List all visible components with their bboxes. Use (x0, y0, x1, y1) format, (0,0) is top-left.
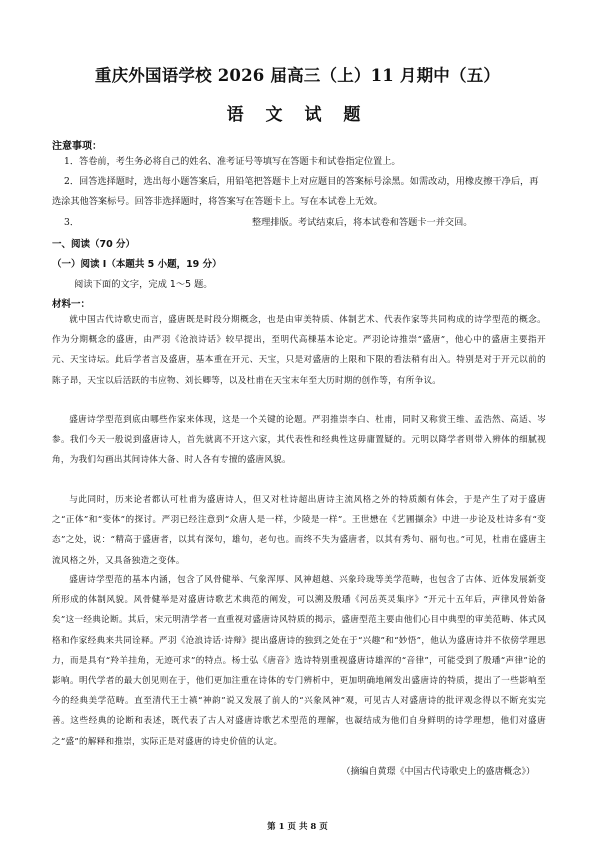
paragraph-1: 就中国古代诗歌史而言，盛唐既是时段分期概念，也是由审美特质、体制艺术、代表作家等共同构成的诗学型范的概念。作为分期概念的盛唐，由严羽《沧浪诗话》较早提出，至明代高棅基本论定。严羽论诗推崇“盛唐”，他心中的盛唐主要指开元、天宝诗坛。此后学者言及盛唐，基本重在开元、天宝，只是对盛唐的上限和下限的看法稍有出入。特别是对于开元以前的陈子昂，天宝以后活跃的韦应物、刘长卿等，以及杜甫在天宝末年至大历时期的创作等，有所争议。 (52, 315, 546, 386)
part-one-heading: 一、阅读（70 分） (52, 239, 136, 250)
exam-title: 重庆外国语学校 2026 届高三（上）11 月期中（五） (94, 66, 501, 85)
paragraph-3: 与此同时，历来论者都认可杜甫为盛唐诗人，但又对杜诗超出唐诗主流风格之外的特质颇有体会，于是产生了对于盛唐之“正体”和“变体”的探讨。严羽已经注意到“众唐人是一样，少陵是一样”。王世懋在《艺圃撷余》中进一步论及杜诗多有“变态”之处，说：“精高于盛唐者，以其有深句，雄句，老句也。而终不失为盛唐者，以其有秀句、丽句也。”可见，杜甫在盛唐主流风格之外，又具备独造之变体。 (52, 495, 546, 566)
reading-one-heading: （一）阅读 I（本题共 5 小题，19 分） (52, 259, 222, 270)
paragraph-4: 盛唐诗学型范的基本内涵，包含了风骨健举、气象浑厚、风神超越、兴象玲珑等美学范畴，也包含了古体、近体发展新变所形成的体制风貌。风骨健举是对盛唐诗歌艺术典范的阐发，可以溯及殷璠《河岳英灵集序》“开元十五年后，声律风骨始备矣”这一经典论断。其后，宋元明清学者一直重视对盛唐诗风特质的揭示，盛唐型范主要由他们心目中典型的审美范畴、体式风格和作家经典来共同诠释。严羽《沧浪诗话·诗辩》提出盛唐诗的独到之处在于“兴趣”和“妙悟”，他认为盛唐诗并不依傍学理思力，而是具有“羚羊挂角，无迹可求”的特点。杨士弘《唐音》选诗特别重视盛唐诗雄浑的“音律”，可能受到了殷璠“声律”论的影响。明代学者的最大创见则在于，他们更加注重在诗体的专门辨析中，更加明确地阐发出盛唐诗的特质，提出了一些影响至今的经典美学范畴。直至清代王士禛“神韵”说又发展了前人的“兴象风神”观，可见古人对盛唐诗的批评观念得以不断充实完善。这些经典的论断和表述，既代表了古人对盛唐诗歌艺术型范的理解，也凝结成为他们自身鲜明的诗学理想，他们对盛唐之“盛”的解释和推崇，实际正是对盛唐的诗史价值的认定。 (52, 575, 546, 747)
material-label: 材料一： (52, 299, 91, 310)
page-footer: 第 1 页 共 8 页 (267, 822, 328, 832)
note-item-1: 1．答卷前，考生务必将自己的姓名、准考证号等填写在答题卡和试卷指定位置上。 (64, 156, 401, 167)
source-citation: （摘编自黄璟《中国古代诗歌史上的盛唐概念》） (341, 767, 535, 777)
notes-heading: 注意事项： (52, 141, 102, 152)
note-item-3-text: 整理排版。考试结束后，将本试卷和答题卡一并交回。 (252, 217, 473, 228)
subject-title: 语 文 试 题 (226, 105, 369, 125)
note-item-2: 2．回答选择题时，选出每小题答案后，用铅笔把答题卡上对应题目的答案标号涂黑。如需改动，用橡皮擦干净后，再选涂其他答案标号。回答非选择题时，将答案写在答题卡上。写在本试卷上无效。 (52, 176, 539, 207)
reading-instruction: 阅读下面的文字，完成 1～5 题。 (74, 279, 213, 290)
paragraph-2: 盛唐诗学型范到底由哪些作家来体现，这是一个关键的论题。严羽推崇李白、杜甫，同时又称赏王维、孟浩然、高适、岑参。我们今天一般说到盛唐诗人，首先就离不开这六家，其代表性和经典性这毋庸置疑的。元明以降学者则带入辨体的细腻视角，为我们勾画出其间诗体大备、时人各有专擅的盛唐风貌。 (52, 415, 546, 466)
note-item-3-number: 3． (64, 217, 80, 228)
